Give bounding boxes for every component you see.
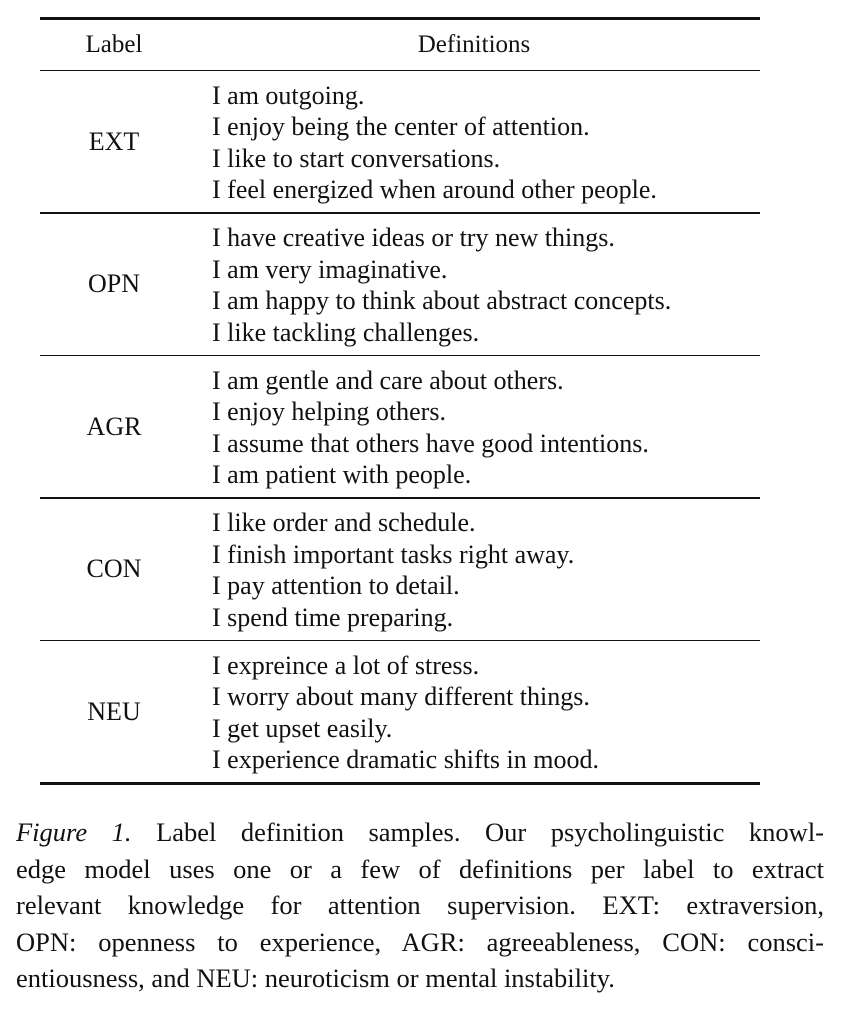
caption-text: Label definition samples. Our psycholinguistic knowl- xyxy=(131,817,824,847)
figure-caption xyxy=(16,814,824,997)
definition: I am happy to think about abstract concepts. xyxy=(212,286,672,315)
row-label: EXT xyxy=(88,126,140,156)
row-label: CON xyxy=(86,554,142,583)
row-label: OPN xyxy=(87,269,140,298)
caption-line: edge model uses one or a few of definitions per label to extract xyxy=(16,853,824,884)
definition: I am outgoing. xyxy=(212,80,365,110)
row-definitions xyxy=(188,220,760,348)
definition: I like tackling challenges. xyxy=(212,317,480,347)
row-definitions xyxy=(188,648,760,776)
definition: I finish important tasks right away. xyxy=(212,539,575,569)
definition: I get upset easily. xyxy=(212,713,393,743)
row-label: NEU xyxy=(87,696,141,726)
definition: I assume that others have good intentions. xyxy=(212,428,649,458)
definition: I expreince a lot of stress. xyxy=(212,650,480,680)
caption-line: relevant knowledge for attention supervision. EXT: extraversion, xyxy=(16,890,824,920)
caption-line: OPN: openness to experience, AGR: agreeableness, CON: consci- xyxy=(16,926,824,957)
definition: I am very imaginative. xyxy=(212,254,448,284)
header-definitions: Definitions xyxy=(417,30,531,58)
table-header xyxy=(40,20,760,70)
row-definitions xyxy=(188,78,760,206)
bottom-rule xyxy=(40,782,760,785)
caption-line xyxy=(16,814,824,851)
table-row xyxy=(40,214,760,355)
table-row xyxy=(40,641,760,782)
definition: I spend time preparing. xyxy=(212,602,454,632)
definition: I enjoy being the center of attention. xyxy=(212,112,590,141)
table-row xyxy=(40,356,760,497)
definition: I have creative ideas or try new things. xyxy=(212,223,615,252)
figure-label: Figure 1. xyxy=(16,817,132,847)
label-definitions-table xyxy=(40,17,760,785)
definition: I experience dramatic shifts in mood. xyxy=(212,745,599,774)
definition: I feel energized when around other people. xyxy=(212,175,657,204)
definition: I like order and schedule. xyxy=(212,508,476,537)
definition: I enjoy helping others. xyxy=(212,397,446,426)
row-definitions xyxy=(188,505,760,633)
definition: I pay attention to detail. xyxy=(212,571,460,600)
row-label: AGR xyxy=(86,411,142,441)
table-row xyxy=(40,499,760,640)
definition: I am patient with people. xyxy=(212,460,472,489)
table-row xyxy=(40,71,760,212)
definition: I like to start conversations. xyxy=(212,143,501,173)
definition: I am gentle and care about others. xyxy=(212,365,564,395)
caption-line: entiousness, and NEU: neuroticism or mental instability. xyxy=(16,963,615,993)
header-label: Label xyxy=(85,30,143,58)
definition: I worry about many different things. xyxy=(212,682,590,711)
row-definitions xyxy=(188,363,760,491)
